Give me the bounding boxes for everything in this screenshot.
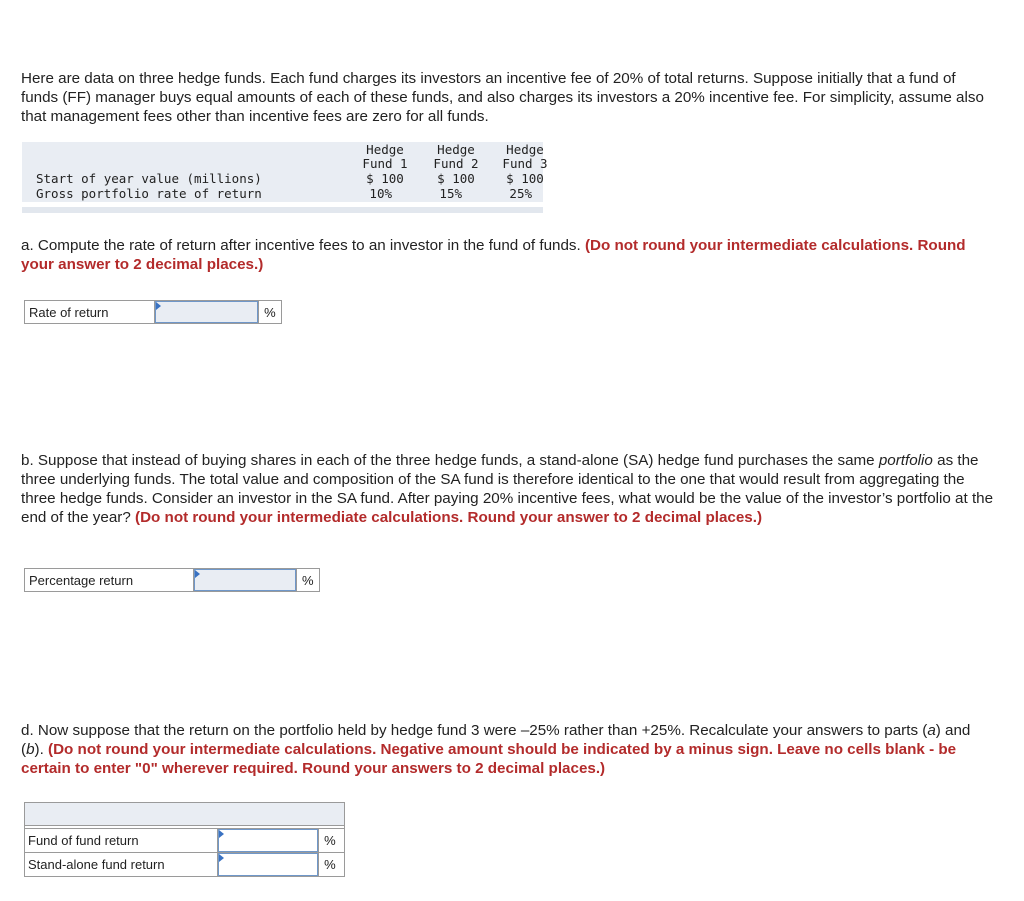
part-b-text-suffix: as the three underlying funds. The total value and composition of the SA fund is therefore identical to the one that would result from aggregating the three hedge funds. Consider an investor in the SA fund. After paying 20% incentive fees, what would be the value of the investor’s portfolio at the end of the year? bbox=[21, 452, 994, 526]
col-header-2-line1: Hedge bbox=[437, 142, 475, 157]
fund-of-fund-return-unit: % bbox=[318, 829, 344, 852]
start-value-fund-2: $ 100 bbox=[437, 171, 475, 186]
part-b-instruction: (Do not round your intermediate calculations. Round your answer to 2 decimal places.) bbox=[135, 509, 763, 526]
stand-alone-fund-return-input[interactable] bbox=[218, 853, 318, 876]
part-d-text-mid: ) and ( bbox=[21, 722, 971, 758]
part-a-text: a. Compute the rate of return after incentive fees to an investor in the fund of funds. bbox=[21, 237, 581, 254]
part-d-text-prefix: d. Now suppose that the return on the portfolio held by hedge fund 3 were –25% rather than +25%. Recalculate your answers to parts ( bbox=[21, 722, 928, 739]
part-a-question bbox=[21, 236, 996, 274]
stand-alone-fund-return-label: Stand-alone fund return bbox=[25, 853, 218, 876]
part-d-grid-header bbox=[25, 803, 344, 826]
part-a-instruction: (Do not round your intermediate calculations. Round your answer to 2 decimal places.) bbox=[21, 237, 966, 273]
rate-of-return-label: Rate of return bbox=[25, 301, 155, 323]
part-d-italic-a: a bbox=[927, 722, 936, 739]
part-d-text-suffix: ). bbox=[34, 741, 44, 758]
fund-of-fund-return-row bbox=[25, 829, 344, 852]
stand-alone-fund-return-row bbox=[25, 852, 344, 876]
rate-of-return-row bbox=[24, 300, 282, 324]
part-d-italic-b: b bbox=[26, 741, 35, 758]
col-header-1-line2: Fund 1 bbox=[362, 156, 408, 171]
part-d-instruction: (Do not round your intermediate calculations. Negative amount should be indicated by a minus sign. Leave no cells blank - be certain to enter "0" wherever required. Round your answers to 2 decimal places.) bbox=[21, 741, 957, 777]
col-header-2-line2: Fund 2 bbox=[433, 156, 479, 171]
start-value-fund-3: $ 100 bbox=[506, 171, 544, 186]
fund-of-fund-return-label: Fund of fund return bbox=[25, 829, 218, 852]
table-bottom-bar bbox=[22, 207, 543, 213]
hedge-fund-data-table bbox=[22, 142, 548, 202]
col-header-3-line2: Fund 3 bbox=[502, 156, 548, 171]
percentage-return-label: Percentage return bbox=[25, 569, 194, 591]
col-header-3-line1: Hedge bbox=[506, 142, 544, 157]
intro-paragraph: Here are data on three hedge funds. Each fund charges its investors an incentive fee of 20% of total returns. Suppose initially that a fund of funds (FF) manager buys equal amounts of each of these funds, and also charges its investors a 20% incentive fee. For simplicity, assume also that management fees other than incentive fees are zero for all funds. bbox=[21, 70, 984, 125]
stand-alone-fund-return-unit: % bbox=[318, 853, 344, 876]
gross-return-fund-2: 15% bbox=[439, 186, 462, 201]
part-b-text-prefix: b. Suppose that instead of buying shares in each of the three hedge funds, a stand-alone (SA) hedge fund purchases the same bbox=[21, 452, 875, 469]
gross-return-fund-3: 25% bbox=[509, 186, 532, 201]
part-b-question bbox=[21, 451, 996, 527]
fund-of-fund-return-input[interactable] bbox=[218, 829, 318, 852]
percentage-return-row bbox=[24, 568, 320, 592]
row-label-start-value: Start of year value (millions) bbox=[36, 171, 262, 186]
part-d-answer-grid bbox=[24, 802, 345, 877]
rate-of-return-input[interactable] bbox=[155, 301, 258, 323]
percentage-return-unit: % bbox=[296, 569, 319, 591]
percentage-return-input[interactable] bbox=[194, 569, 296, 591]
part-b-text-italic: portfolio bbox=[878, 452, 933, 469]
col-header-1-line1: Hedge bbox=[366, 142, 404, 157]
rate-of-return-unit: % bbox=[258, 301, 281, 323]
part-d-question bbox=[21, 721, 996, 778]
gross-return-fund-1: 10% bbox=[369, 186, 392, 201]
row-label-gross-return: Gross portfolio rate of return bbox=[36, 186, 262, 201]
start-value-fund-1: $ 100 bbox=[366, 171, 404, 186]
